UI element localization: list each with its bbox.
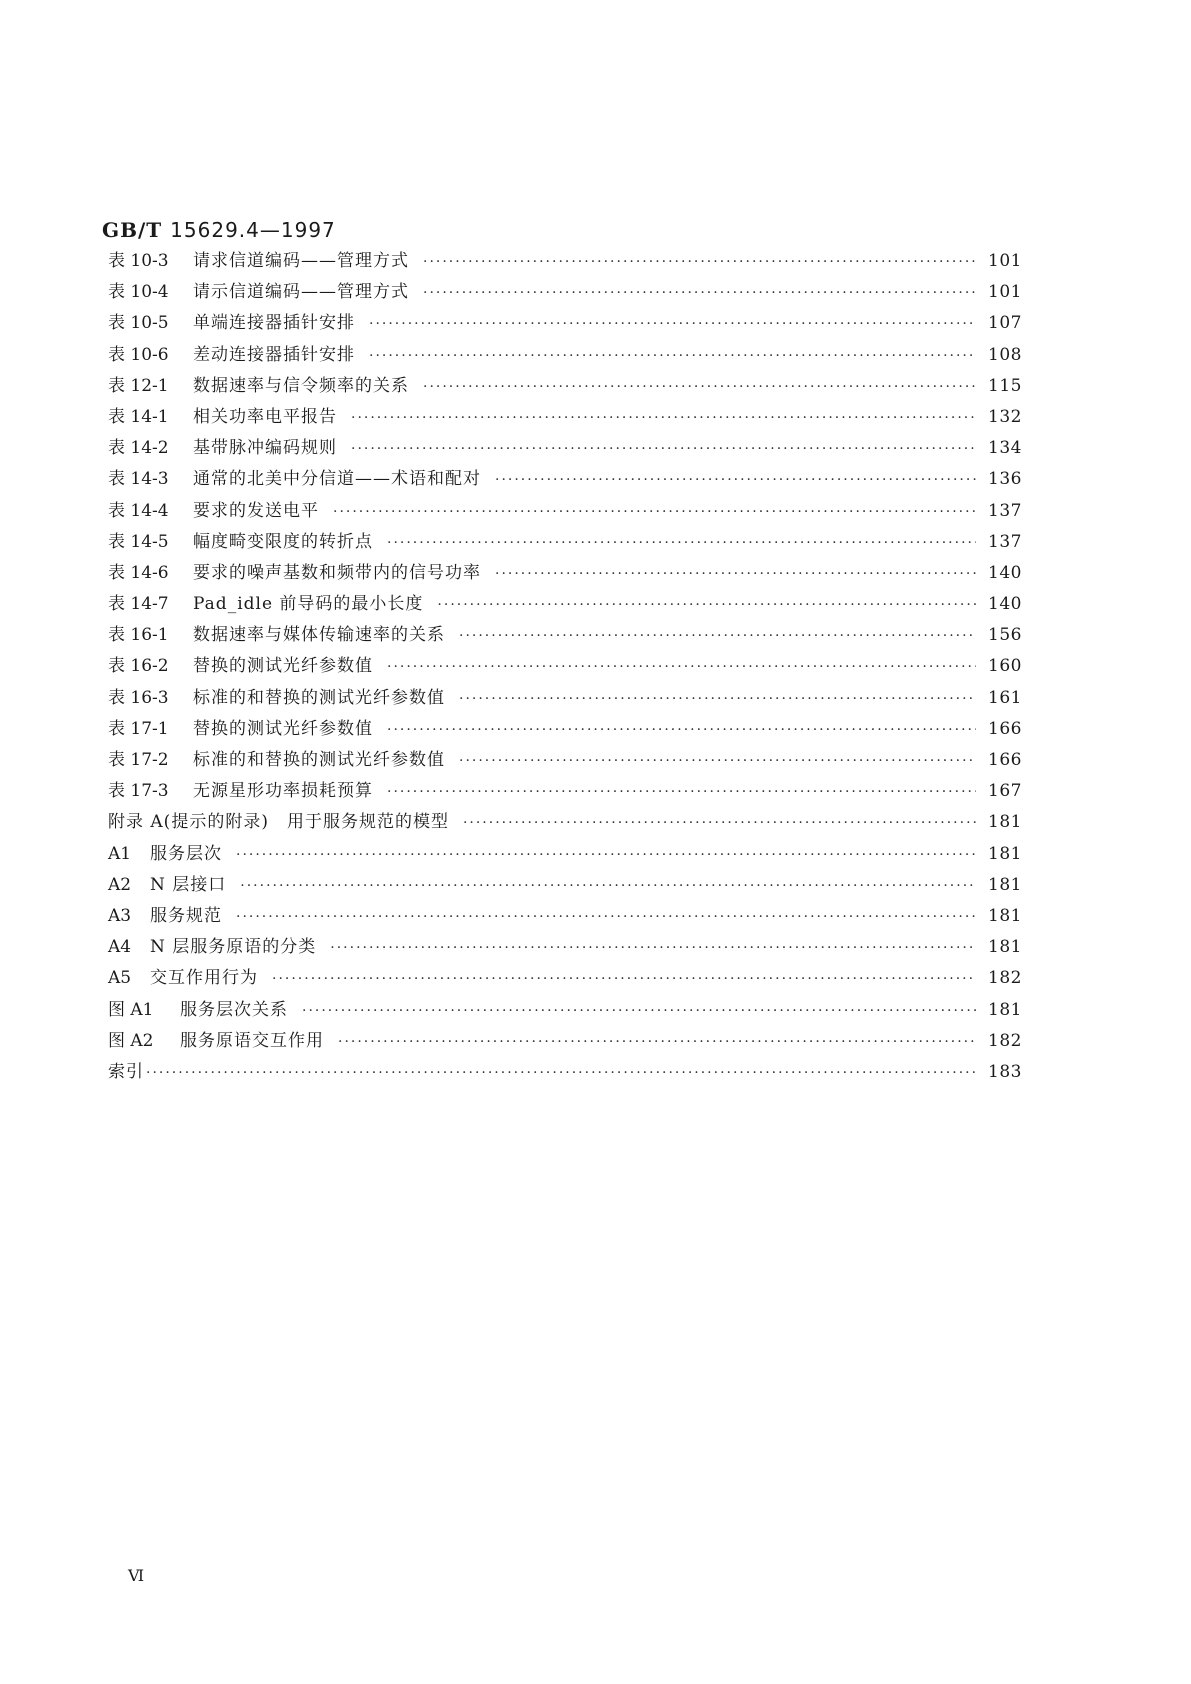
toc-entry[interactable] (108, 277, 1022, 308)
dot-leader (463, 808, 976, 839)
dot-leader (302, 996, 976, 1027)
toc-entry[interactable] (108, 589, 1022, 620)
toc-entry[interactable] (108, 371, 1022, 402)
toc-entry[interactable] (108, 340, 1022, 371)
toc-entry-title: 附录 A(提示的附录) 用于服务规范的模型 (108, 812, 449, 833)
toc-entry-page: 107 (988, 313, 1022, 334)
dot-leader (369, 341, 976, 372)
toc-entry-page: 183 (988, 1061, 1022, 1082)
dot-leader (423, 247, 976, 278)
toc-entry-title: N 层接口 (150, 874, 227, 895)
toc-entry-page: 140 (988, 594, 1022, 615)
standard-number: 15629.4—1997 (170, 218, 336, 242)
toc-entry-number: A4 (108, 937, 132, 958)
toc-entry-number: A3 (108, 905, 132, 926)
toc-entry-number: 表 17-2 (108, 750, 169, 770)
toc-entry-number: 表 14-2 (108, 438, 169, 459)
toc-entry-page: 181 (988, 937, 1022, 958)
dot-leader (330, 933, 976, 964)
toc-entry[interactable] (108, 1026, 1022, 1057)
dot-leader (146, 1058, 976, 1089)
toc-entry-title: 差动连接器插针安排 (193, 344, 355, 365)
toc-entry-number: 表 14-4 (108, 500, 169, 521)
toc-entry[interactable] (108, 995, 1022, 1026)
dot-leader (423, 372, 976, 403)
dot-leader (236, 840, 976, 871)
dot-leader (333, 497, 976, 528)
dot-leader (387, 715, 976, 746)
toc-entry-page: 181 (988, 905, 1022, 926)
toc-entry-number: 表 16-1 (108, 625, 169, 646)
dot-leader (495, 559, 976, 590)
toc-entry-page: 181 (988, 812, 1022, 833)
toc-entry-title: 基带脉冲编码规则 (193, 438, 337, 459)
toc-entry-title: 无源星形功率损耗预算 (193, 781, 373, 802)
standard-prefix: GB/T (102, 218, 163, 242)
dot-leader (459, 621, 976, 652)
dot-leader (387, 777, 976, 808)
toc-entry-title: 要求的发送电平 (193, 500, 319, 521)
toc-entry-page: 167 (988, 781, 1022, 802)
toc-entry[interactable] (108, 932, 1022, 963)
toc-entry-title: 替换的测试光纤参数值 (193, 656, 373, 677)
toc-entry-title: 请求信道编码——管理方式 (193, 251, 409, 271)
toc-entry-title: 单端连接器插针安排 (193, 313, 355, 334)
dot-leader (423, 278, 976, 309)
toc-entry[interactable] (108, 527, 1022, 558)
toc-entry-page: 160 (988, 656, 1022, 677)
toc-entry[interactable] (108, 308, 1022, 339)
toc-entry-title: 交互作用行为 (150, 968, 258, 989)
toc-entry-title: 服务规范 (150, 905, 222, 926)
toc-entry[interactable] (108, 433, 1022, 464)
toc-entry-page: 115 (988, 375, 1022, 396)
toc-entry-number: A2 (108, 874, 132, 895)
toc-entry-number: 表 17-1 (108, 718, 169, 739)
toc-entry[interactable] (108, 901, 1022, 932)
dot-leader (459, 746, 976, 777)
toc-entry-page: 137 (988, 500, 1022, 521)
toc-entry[interactable] (108, 807, 1022, 838)
toc-entry-number: 表 14-7 (108, 594, 169, 615)
dot-leader (459, 684, 976, 715)
dot-leader (437, 590, 976, 621)
toc-entry-page: 181 (988, 843, 1022, 864)
toc-entry-page: 136 (988, 469, 1022, 490)
toc-entry-title: 相关功率电平报告 (193, 406, 337, 427)
toc-entry-title: 数据速率与媒体传输速率的关系 (193, 625, 445, 646)
toc-entry[interactable] (108, 620, 1022, 651)
table-of-contents (108, 246, 1022, 1088)
toc-entry-number: 表 16-3 (108, 687, 169, 708)
toc-entry-title: N 层服务原语的分类 (150, 937, 317, 958)
toc-entry-page: 166 (988, 750, 1022, 770)
toc-entry-number: A1 (108, 843, 132, 864)
toc-entry-number: 表 14-5 (108, 531, 169, 552)
toc-entry[interactable] (108, 558, 1022, 589)
toc-entry[interactable] (108, 745, 1022, 776)
toc-entry-number: 图 A1 (108, 999, 154, 1020)
toc-entry[interactable] (108, 870, 1022, 901)
toc-entry[interactable] (108, 683, 1022, 714)
toc-entry-title: 标准的和替换的测试光纤参数值 (193, 687, 445, 708)
toc-entry-title: 服务层次关系 (180, 999, 288, 1020)
toc-entry[interactable] (108, 402, 1022, 433)
toc-entry-number: 表 12-1 (108, 375, 169, 396)
toc-entry-page: 137 (988, 531, 1022, 552)
toc-entry-number: 表 10-6 (108, 344, 169, 365)
toc-entry-title: 索引 (108, 1061, 144, 1082)
toc-entry-number: 表 14-3 (108, 469, 169, 490)
toc-entry-page: 108 (988, 344, 1022, 365)
dot-leader (351, 403, 976, 434)
toc-entry-number: 图 A2 (108, 1030, 154, 1051)
toc-entry-page: 101 (988, 251, 1022, 271)
toc-entry[interactable] (108, 839, 1022, 870)
toc-entry-number: 表 10-5 (108, 313, 169, 334)
toc-entry-number: 表 16-2 (108, 656, 169, 677)
dot-leader (351, 434, 976, 465)
dot-leader (338, 1027, 976, 1058)
toc-entry-number: 表 10-4 (108, 282, 169, 303)
dot-leader (387, 528, 976, 559)
toc-entry-title: 请示信道编码——管理方式 (193, 282, 409, 303)
toc-entry-title: Pad_idle 前导码的最小长度 (193, 594, 424, 615)
toc-entry-title: 替换的测试光纤参数值 (193, 718, 373, 739)
toc-entry-number: A5 (108, 968, 132, 989)
toc-entry-page: 182 (988, 968, 1022, 989)
document-header (102, 218, 336, 242)
toc-entry[interactable] (108, 963, 1022, 994)
dot-leader (387, 652, 976, 683)
toc-entry-page: 140 (988, 562, 1022, 583)
toc-entry-title: 服务层次 (150, 843, 222, 864)
toc-entry-page: 181 (988, 999, 1022, 1020)
toc-entry-page: 182 (988, 1030, 1022, 1051)
toc-entry-number: 表 14-6 (108, 562, 169, 583)
toc-entry-title: 服务原语交互作用 (180, 1030, 324, 1051)
toc-entry-page: 166 (988, 718, 1022, 739)
toc-entry-page: 181 (988, 874, 1022, 895)
toc-entry-title: 标准的和替换的测试光纤参数值 (193, 750, 445, 770)
dot-leader (495, 465, 976, 496)
toc-entry[interactable] (108, 496, 1022, 527)
toc-entry-title: 数据速率与信令频率的关系 (193, 375, 409, 396)
toc-entry-page: 161 (988, 687, 1022, 708)
page-folio: Ⅵ (128, 1566, 145, 1585)
toc-entry-number: 表 14-1 (108, 406, 169, 427)
toc-entry-page: 101 (988, 282, 1022, 303)
toc-entry[interactable] (108, 776, 1022, 807)
toc-entry-page: 134 (988, 438, 1022, 459)
toc-entry[interactable] (108, 714, 1022, 745)
toc-entry-title: 通常的北美中分信道——术语和配对 (193, 469, 481, 490)
toc-entry[interactable] (108, 651, 1022, 682)
dot-leader (272, 964, 976, 995)
toc-entry[interactable] (108, 464, 1022, 495)
toc-entry-title: 幅度畸变限度的转折点 (193, 531, 373, 552)
dot-leader (240, 871, 976, 902)
toc-entry-number: 表 17-3 (108, 781, 169, 802)
toc-entry[interactable] (108, 1057, 1022, 1088)
dot-leader (236, 902, 976, 933)
toc-entry-page: 156 (988, 625, 1022, 646)
dot-leader (369, 309, 976, 340)
toc-entry[interactable] (108, 246, 1022, 277)
toc-entry-page: 132 (988, 406, 1022, 427)
toc-entry-number: 表 10-3 (108, 251, 169, 271)
toc-entry-title: 要求的噪声基数和频带内的信号功率 (193, 562, 481, 583)
